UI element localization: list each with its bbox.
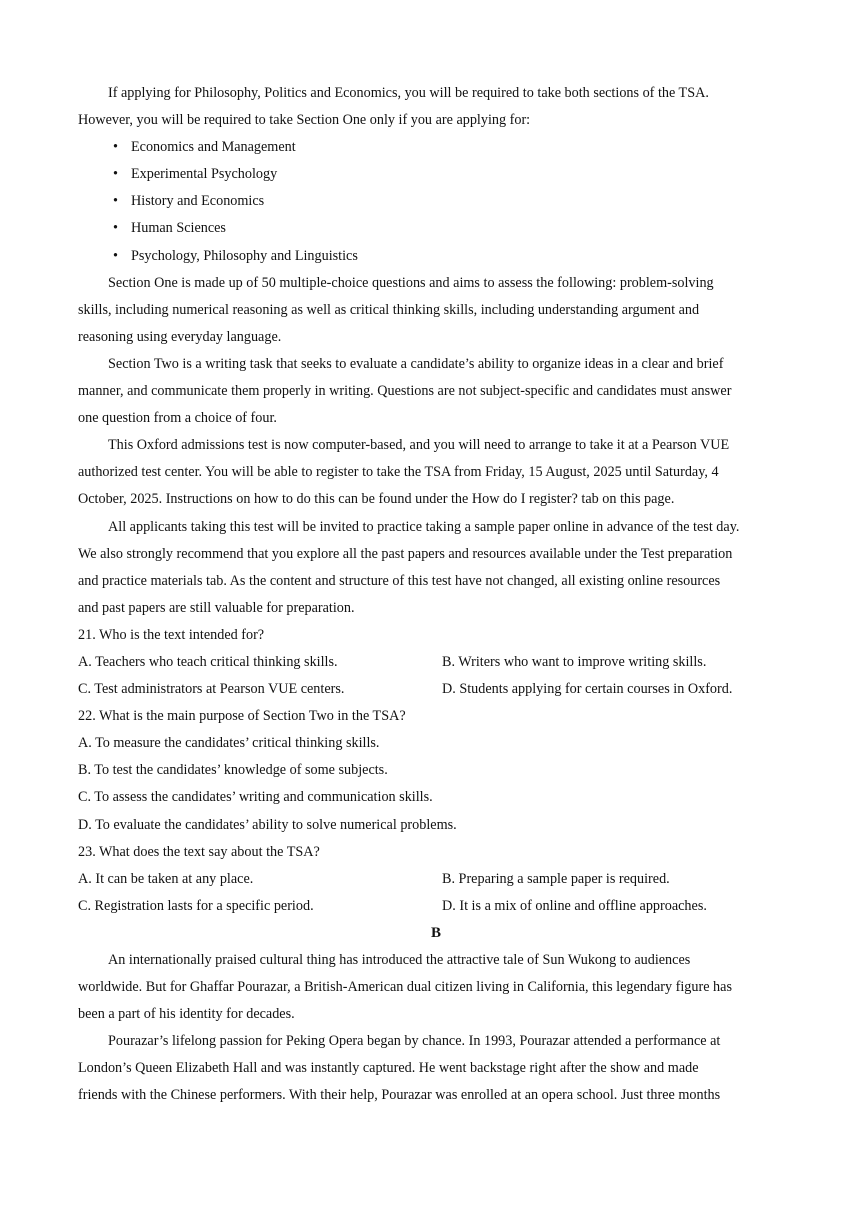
section-heading: B: [430, 924, 441, 941]
option-a: A. To measure the candidates’ critical thinking skills.: [78, 735, 380, 752]
list-item: • Psychology, Philosophy and Linguistics: [78, 243, 794, 270]
list-item: • Experimental Psychology: [78, 161, 794, 188]
option-b: B. Writers who want to improve writing skills.: [442, 653, 707, 670]
option-c: C. Registration lasts for a specific period.: [78, 897, 314, 914]
document-page: [78, 80, 794, 1110]
paragraph-line: London’s Queen Elizabeth Hall and was instantly captured. He went backstage right after the show and made: [78, 1060, 699, 1077]
bullet-icon: •: [113, 220, 118, 237]
option-a: A. Teachers who teach critical thinking skills.: [78, 653, 338, 670]
paragraph-line: skills, including numerical reasoning as well as critical thinking skills, including understanding argument and: [78, 301, 700, 318]
bullet-icon: •: [113, 139, 118, 156]
bullet-icon: •: [113, 247, 118, 264]
bullet-icon: •: [113, 166, 118, 183]
paragraph-line: manner, and communicate them properly in writing. Questions are not subject-specific and candidates must answer: [78, 383, 732, 400]
list-item: • History and Economics: [78, 188, 794, 215]
paragraph-line: However, you will be required to take Section One only if you are applying for:: [78, 112, 531, 129]
paragraph-line: If applying for Philosophy, Politics and Economics, you will be required to take both sections of the TSA.: [108, 85, 709, 101]
option-row: [78, 676, 794, 703]
paragraph-line: been a part of his identity for decades.: [78, 1006, 295, 1023]
option-b: B. Preparing a sample paper is required.: [442, 870, 670, 887]
question-stem: 21. Who is the text intended for?: [78, 626, 265, 643]
paragraph-line: reasoning using everyday language.: [78, 328, 282, 345]
option-c: C. To assess the candidates’ writing and communication skills.: [78, 789, 433, 806]
option-d: D. Students applying for certain courses in Oxford.: [442, 681, 733, 698]
paragraph-line: Pourazar’s lifelong passion for Peking Opera began by chance. In 1993, Pourazar attended a performance at: [108, 1033, 721, 1050]
paragraph-line: This Oxford admissions test is now computer-based, and you will need to arrange to take it at a Pearson VUE: [108, 437, 730, 454]
paragraph-line: worldwide. But for Ghaffar Pourazar, a British-American dual citizen living in California, this legendary figure has: [78, 979, 732, 996]
option-row: [78, 649, 794, 676]
question-stem: 23. What does the text say about the TSA?: [78, 843, 320, 860]
question-stem: 22. What is the main purpose of Section Two in the TSA?: [78, 708, 406, 725]
paragraph-line: Section One is made up of 50 multiple-choice questions and aims to assess the following: problem-solving: [108, 274, 714, 291]
option-d: D. It is a mix of online and offline approaches.: [442, 897, 707, 914]
paragraph-line: and past papers are still valuable for preparation.: [78, 599, 355, 616]
paragraph-line: friends with the Chinese performers. With their help, Pourazar was enrolled at an opera school. Just three months: [78, 1087, 721, 1104]
option-a: A. It can be taken at any place.: [78, 870, 254, 887]
option-row: [78, 893, 794, 920]
paragraph-line: October, 2025. Instructions on how to do this can be found under the How do I register? tab on this page.: [78, 491, 675, 508]
option-c: C. Test administrators at Pearson VUE centers.: [78, 681, 345, 698]
paragraph-line: one question from a choice of four.: [78, 410, 277, 427]
paragraph-line: authorized test center. You will be able to register to take the TSA from Friday, 15 August, 2025 until Saturday, 4: [78, 464, 719, 481]
option-row: [78, 866, 794, 893]
list-item: • Economics and Management: [78, 134, 794, 161]
paragraph-line: An internationally praised cultural thing has introduced the attractive tale of Sun Wukong to audiences: [108, 952, 691, 968]
bullet-icon: •: [113, 193, 118, 210]
option-b: B. To test the candidates’ knowledge of some subjects.: [78, 762, 388, 779]
paragraph-line: Section Two is a writing task that seeks to evaluate a candidate’s ability to organize ideas in a clear and brief: [108, 355, 724, 372]
option-d: D. To evaluate the candidates’ ability to solve numerical problems.: [78, 816, 457, 833]
paragraph-line: All applicants taking this test will be invited to practice taking a sample paper online in advance of the test day.: [108, 518, 740, 535]
paragraph-line: and practice materials tab. As the content and structure of this test have not changed, all existing online resources: [78, 572, 721, 589]
list-item: • Human Sciences: [78, 215, 794, 242]
paragraph-line: We also strongly recommend that you explore all the past papers and resources available under the Test preparation: [78, 545, 733, 562]
